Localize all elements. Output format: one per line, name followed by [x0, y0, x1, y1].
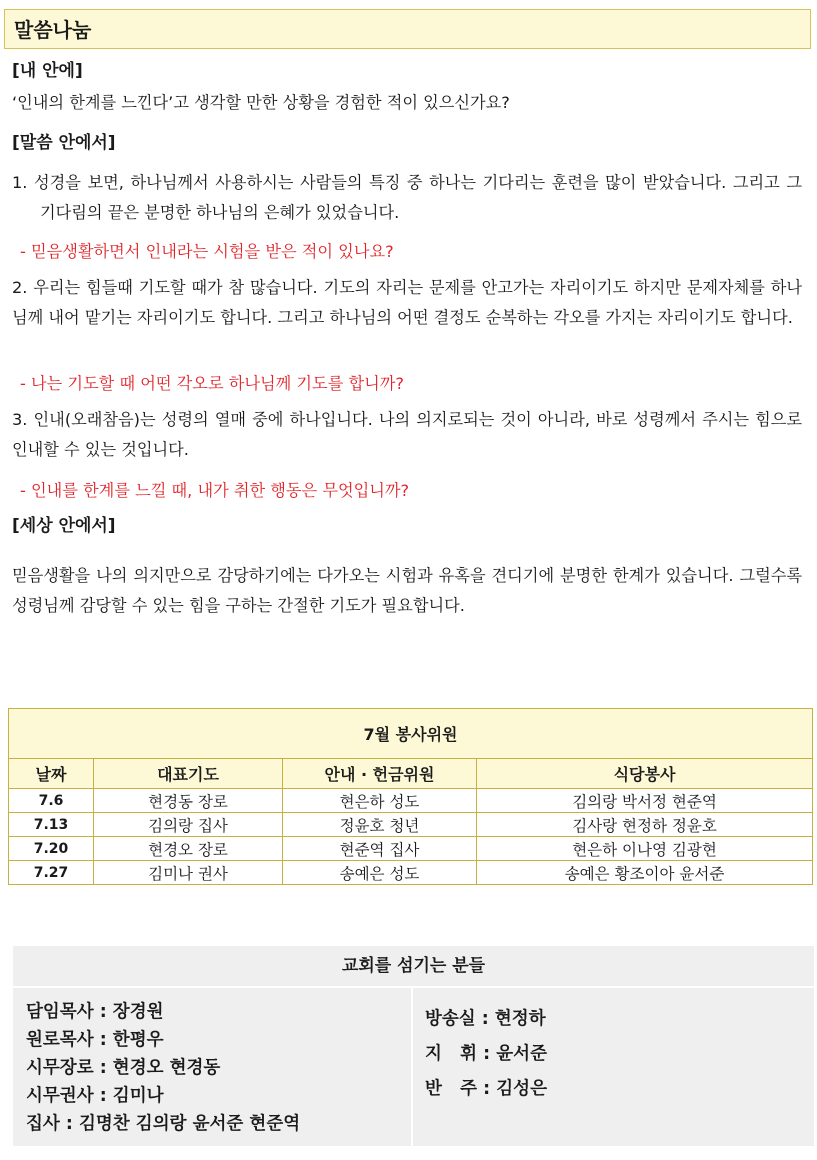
- table-cell: 김미나 권사: [94, 861, 283, 885]
- table-cell: 현은하 이나영 김광현: [477, 837, 813, 861]
- table-cell: 현은하 성도: [283, 789, 477, 813]
- staff-entry: 방송실 : 현정하: [425, 1009, 546, 1029]
- staff-entry: 원로목사 : 한평우: [26, 1030, 164, 1050]
- staff-entry: 반 주 : 김성은: [425, 1079, 547, 1099]
- table-row: [9, 861, 813, 885]
- word-paragraph-1: 1. 성경을 보면, 하나님께서 사용하시는 사람들의 특징 중 하나는 기다리는 훈련을 많이 받았습니다. 그리고 그 기다림의 끝은 분명한 하나님의 은혜가 있었습니다.: [12, 173, 802, 222]
- table-row: [9, 789, 813, 813]
- staff-list-left: [13, 988, 413, 1146]
- table-cell: 김의랑 박서정 현준역: [477, 789, 813, 813]
- table-cell: 김의랑 집사: [94, 813, 283, 837]
- word-paragraph-2: 2. 우리는 힘들때 기도할 때가 참 많습니다. 기도의 자리는 문제를 안고가는 자리이기도 하지만 문제자체를 하나님께 내어 맡기는 자리이기도 합니다. 그리고 하나님의 어떤 결정도 순복하는 각오를 가지는 자리이기도 합니다.: [12, 278, 802, 327]
- column-header-date: 날짜: [9, 759, 94, 789]
- word-question-3: - 인내를 한계를 느낄 때, 내가 취한 행동은 무엇입니까?: [20, 481, 410, 500]
- column-header-prayer: 대표기도: [94, 759, 283, 789]
- table-cell: 송예은 황조이아 윤서준: [477, 861, 813, 885]
- section-heading-word: [말씀 안에서]: [12, 133, 116, 153]
- table-cell: 현경오 장로: [94, 837, 283, 861]
- table-row: [9, 837, 813, 861]
- inner-question: ‘인내의 한계를 느낀다’고 생각할 만한 상황을 경험한 적이 있으신가요?: [12, 93, 510, 112]
- column-header-usher: 안내 · 헌금위원: [283, 759, 477, 789]
- word-question-2: - 나는 기도할 때 어떤 각오로 하나님께 기도를 합니까?: [20, 374, 404, 393]
- staff-entry: 담임목사 : 장경원: [26, 1002, 164, 1022]
- service-table-title: 7월 봉사위원: [9, 709, 813, 759]
- staff-entry: 시무권사 : 김미나: [26, 1086, 164, 1106]
- staff-list-right: [413, 988, 814, 1146]
- staff-entry: 지 휘 : 윤서준: [425, 1044, 547, 1064]
- staff-entry: 시무장로 : 현경오 현경동: [26, 1058, 221, 1078]
- table-cell: 7.6: [9, 789, 94, 813]
- word-question-1: - 믿음생활하면서 인내라는 시험을 받은 적이 있나요?: [20, 242, 394, 261]
- page-title: 말씀나눔: [4, 9, 811, 49]
- service-table: [8, 708, 813, 885]
- staff-box: [13, 946, 814, 1146]
- table-cell: 7.13: [9, 813, 94, 837]
- table-cell: 정윤호 청년: [283, 813, 477, 837]
- table-cell: 7.27: [9, 861, 94, 885]
- column-header-kitchen: 식당봉사: [477, 759, 813, 789]
- table-cell: 김사랑 현정하 정윤호: [477, 813, 813, 837]
- world-paragraph: 믿음생활을 나의 의지만으로 감당하기에는 다가오는 시험과 유혹을 견디기에 분명한 한계가 있습니다. 그럴수록 성령님께 감당할 수 있는 힘을 구하는 간절한 기도가 필요합니다.: [12, 566, 802, 615]
- table-cell: 7.20: [9, 837, 94, 861]
- table-row: [9, 813, 813, 837]
- table-cell: 송예은 성도: [283, 861, 477, 885]
- table-cell: 현경동 장로: [94, 789, 283, 813]
- section-heading-world: [세상 안에서]: [12, 516, 116, 536]
- table-cell: 현준역 집사: [283, 837, 477, 861]
- staff-title: 교회를 섬기는 분들: [13, 946, 814, 988]
- section-heading-inner: [내 안에]: [12, 61, 83, 81]
- staff-entry: 집사 : 김명찬 김의랑 윤서준 현준역: [26, 1114, 301, 1134]
- word-paragraph-3: 3. 인내(오래참음)는 성령의 열매 중에 하나입니다. 나의 의지로되는 것이 아니라, 바로 성령께서 주시는 힘으로 인내할 수 있는 것입니다.: [12, 410, 802, 459]
